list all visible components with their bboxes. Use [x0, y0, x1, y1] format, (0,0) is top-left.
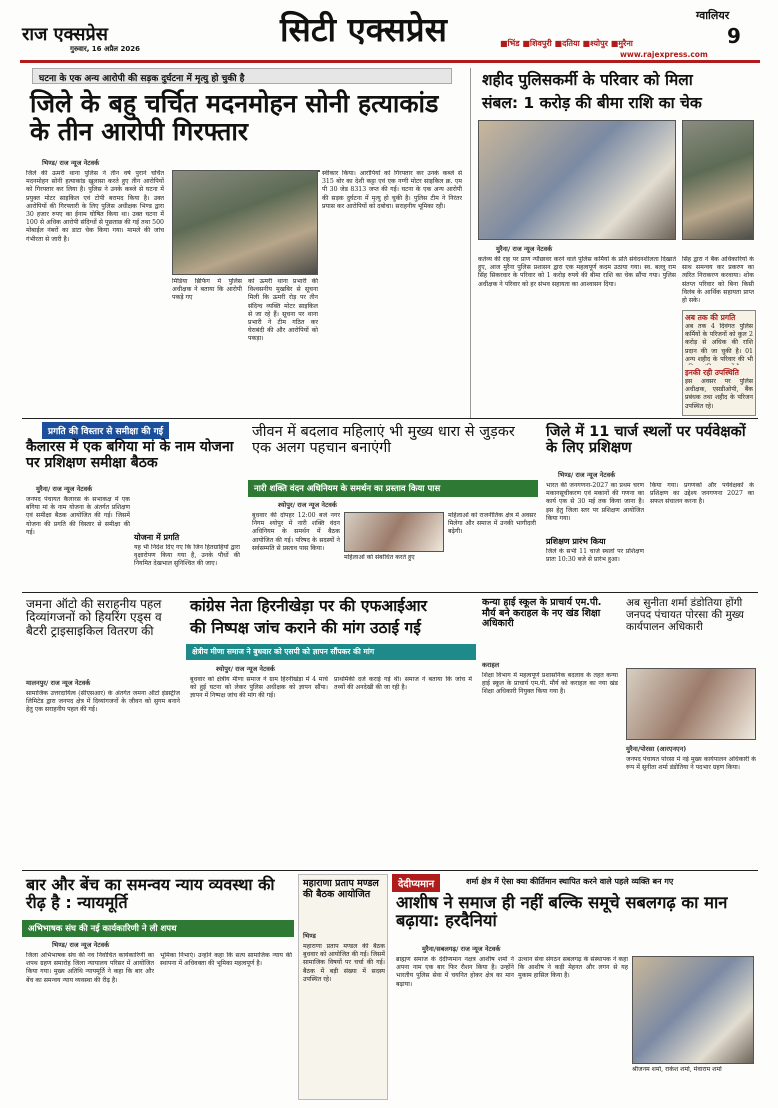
edition-title: सिटी एक्सप्रेस [280, 10, 447, 49]
story-body-col1: जिले की ऊमरी थाना पुलिस ने तीन वर्ष पुराने चर्चित मदनमोहन सोनी हत्याकांड खुलासा करते हुए तीन आरोपियों को गिरफ्तार कर लिया है। पुलिस ने उनके कब्जे से घटना में प्रयुक्त मोटर साइकिल एवं टोपी बरामद किया है। उक्त आरोपियों की गिरफ्तारी के लिए पुलिस अधीक्षक भिण्ड द्वारा 30 हजार रुपए का ईनाम घोषित किया था। उक्त घटना में 100 से अधिक आरोपी संदिग्धों से पूछताछ की गई तथा 500 मोबाईल नंबरों का डाटा चेक किया गया। मामले की जांच गंभीरता से जारी है। [26, 170, 164, 243]
section-divider [22, 418, 758, 419]
kicker-text: घटना के एक अन्य आरोपी की सड़क दुर्घटना में मृत्यु हो चुकी है [39, 74, 245, 84]
officer-portrait-photo [682, 120, 754, 240]
story-census-training [542, 422, 758, 592]
story-byline: भिण्ड/ राज न्यूज नेटवर्क [558, 471, 616, 479]
issue-date: गुरुवार, 16 अप्रैल 2026 [70, 45, 140, 53]
page-number: 9 [727, 24, 741, 48]
photo-caption: श्रीजनम शर्मा, राकेश शर्मा, मेवाराम शर्मा [632, 1066, 722, 1073]
story-headline: महाराणा प्रताप मण्डल की बैठक आयोजित [303, 878, 379, 900]
story-body-right: सिंह द्वारा ने बैंक अधिकारियों के साथ समन्वय कर प्रकरण का त्वरित निराकरण करवाया। शोक संतप्त परिवार को बिना किसी विलंब के आर्थिक सहायता प्राप्त हो सके। [682, 256, 754, 305]
story-headline: कन्या हाई स्कूल के प्राचार्य एम.पी. मौर्य बने कराहल के नए खंड शिक्षा अधिकारी [482, 597, 602, 630]
story-kicker: शर्मा क्षेत्र में ऐसा क्या कीर्तिमान स्थापित करने वाले पहले व्यक्ति बन गए [466, 877, 674, 886]
story-byline: मुरैना/सबलगढ़/ राज न्यूज नेटवर्क [422, 945, 501, 953]
story-headline: जिले के बहु चर्चित मदनमोहन सोनी हत्याकांड के तीन आरोपी गिरफ्तार [30, 89, 439, 146]
info-box [682, 310, 756, 416]
story-body: जनपद पंचायत कैलारस के सभाकक्ष में एक बगिया मां के नाम योजना के अंतर्गत प्रशिक्षण एवं समीक्षा बैठक आयोजित की गई। जिसमें योजना की प्रगति की विस्तार से समीक्षा की गई। [26, 496, 130, 536]
story-byline: कराहल [482, 661, 500, 669]
story-byline: श्योपुर/ राज न्यूज नेटवर्क [278, 501, 337, 509]
story-byline: भिण्ड [303, 932, 316, 940]
story-headline-line2: संबल: 1 करोड़ की बीमा राशि का चेक [482, 94, 702, 112]
story-headline: जिले में 11 चार्ज स्थलों पर पर्यवेक्षकों के लिए प्रशिक्षण [546, 424, 746, 457]
story-body: बुधवार की दोपहर 12:00 बजे नगर निगम श्योपुर में नारी शक्ति वंदन अधिनियम के समर्थन में बैठक आयोजित की गई। परिषद के सदस्यों ने सर्वसम्मति से प्रस्ताव पास किया। [252, 512, 340, 552]
photo-caption: मिडिया ब्रिफिंग में पुलिस अधीक्षक ने बताया कि आरोपी पकड़े गए [172, 278, 242, 302]
story-body-2: उत्थान सेवा संगठन सबलगढ़ के संस्थापक ने कहा कि आशीष ने कड़ी मेहनत और लगन से यह मुकाम हासिल किया है। [518, 956, 628, 980]
story-headline-line2: की निष्पक्ष जांच कराने की मांग उठाई गई [190, 619, 421, 637]
story-soni-murder [22, 68, 467, 393]
story-body-2: भूमिका निभाएं। उन्होंने कहा कि सत्य सामाजिक न्याय की स्थापना में अधिवक्ता की भूमिका महत्वपूर्ण है। [160, 952, 292, 968]
story-body: शिक्षा विभाग में महत्वपूर्ण प्रशासनिक बदलाव के तहत कन्या हाई स्कूल के प्राचार्य एम.पी. मौर्य को कराहल का नया खंड शिक्षा अधिकारी नियुक्त किया गया है। [482, 672, 618, 696]
story-body: जिला अभिभाषक संघ की नव निर्वाचित कार्यकारिणी का शपथ ग्रहण समारोह जिला न्यायालय परिसर में आयोजित किया गया। मुख्य अतिथि न्यायमूर्ति ने कहा कि बार और बेंच का समन्वय न्याय व्यवस्था की रीढ़ है। [26, 952, 154, 984]
ashish-sharma-photo [632, 956, 754, 1064]
story-body-right: किया गया। प्रगणकों और पर्यवेक्षकों के प्रशिक्षण का उद्देश्य जनगणना 2027 का सफल संचालन करना है। [650, 482, 754, 506]
photo-caption: महिलाओं को संबोधित करते हुए [344, 554, 415, 561]
story-headline: कैलारस में एक बगिया मां के नाम योजना पर प्रशिक्षण समीक्षा बैठक [26, 439, 234, 471]
paper-name: राज एक्सप्रेस [22, 24, 108, 45]
city-name: ग्वालियर [696, 9, 730, 22]
story-headline-line1: कांग्रेस नेता हिरनीखेड़ा पर की एफआईआर [190, 597, 427, 615]
story-body-2: यह भी निर्देश दिए गए कि जिन हितग्राहियों द्वारा वृक्षारोपण किया गया है, उनके पौधों की नियमित देखभाल सुनिश्चित की जाए। [134, 544, 240, 568]
arrested-accused-photo [318, 170, 320, 172]
cheque-handover-photo [478, 120, 676, 240]
story-body-2: महिलाओं को राजनीतिक क्षेत्र में अवसर मिलेगा और समाज में उनकी भागीदारी बढ़ेगी। [448, 512, 536, 536]
story-headline: जमना ऑटो की सराहनीय पहल दिव्यांगजनों को हियरिंग एड्स व बैटरी ट्राइसाइकिल वितरण की [26, 597, 162, 638]
story-porsa-ceo [624, 596, 758, 846]
story-tag: देदीप्यमान [392, 874, 440, 892]
story-body: महाराणा प्रताप मण्डल की बैठक बुधवार को आयोजित की गई। जिसमें सामाजिक विषयों पर चर्चा की गई। बैठक में बड़ी संख्या में सदस्य उपस्थित रहे। [303, 943, 385, 983]
story-ashish-sharma [392, 874, 758, 1100]
story-body-col2: स्वीकार किया। आरोपियों को गिरफ्तार कर उनके कब्जे से 315 बोर का देशी कट्टा एवं एक नग्गी मोटर साइकिल क्र. एम पी 30 जेड 8313 जप्त की गई। घटना के एक अन्य आरोपी की सड़क दुर्घटना में मृत्यु हो चुकी है। पुलिस टीम ने निरंतर प्रयास कर आरोपियों को दबोचा। सराहनीय भूमिका रही। [322, 170, 462, 210]
story-byline: श्योपुर/ राज न्यूज नेटवर्क [216, 665, 275, 673]
column-divider [470, 68, 471, 418]
story-body: जनपद पंचायत पोरसा में नई मुख्य कार्यपालन अधिकारी के रूप में सुनीता शर्मा डंडोतिया ने पदभार ग्रहण किया। [626, 756, 756, 772]
story-congress-fir [186, 596, 476, 866]
story-maharana-pratap [298, 874, 388, 1100]
masthead-rule [20, 60, 760, 63]
story-headline: आशीष ने समाज ही नहीं बल्कि समूचे सबलगढ़ का मान बढ़ाया: हरदैनियां [396, 893, 728, 931]
story-headline: अब सुनीता शर्मा डंडोतिया होंगी जनपद पंचायत पोरसा की मुख्य कार्यपालन अधिकारी [626, 597, 745, 633]
story-body-2: प्राथमिकी दर्ज कराई गई थी। समाज ने बताया कि जांच में तथ्यों की अनदेखी की जा रही है। [334, 676, 472, 692]
story-byline: मालनपुर/ राज न्यूज नेटवर्क [26, 679, 91, 687]
section-divider [22, 870, 758, 871]
story-body: सामाजिक उत्तरदायित्व (सीएसआर) के अंतर्गत जमना ऑटो इंडस्ट्रीज लिमिटेड द्वारा जनपद क्षेत्र में दिव्यांगजनों के जीवन को सुगम बनाने हेतु एक सराहनीय पहल की गई। [26, 690, 180, 714]
story-body: ब्राह्मण समाज के देदीप्यमान नक्षत्र आशीष शर्मा ने अपना नाम एक बार फिर रौशन किया है। उन्होंने भारतीय पुलिस सेवा में चयनित होकर क्षेत्र का मान बढ़ाया। [396, 956, 514, 988]
story-subhead: प्रशिक्षण प्रारंभ किया [546, 537, 606, 546]
story-byline: मुरैना/पोरसा (आरएनएन) [626, 745, 687, 753]
box-body-progress: अब तक 4 दिवंगत पुलिस कर्मियों के परिजनों को कुल 2 करोड़ से अधिक की राशि प्रदान की जा चुकी है। 01 अन्य शहीद के परिवार की भी [685, 323, 753, 363]
story-body-2: जिले के सभी 11 चार्ज स्थलों पर प्रशिक्षण प्रातः 10:30 बजे से प्रारंभ हुआ। [546, 548, 644, 564]
story-byline: मुरैना/ राज न्यूज नेटवर्क [496, 245, 553, 253]
box-title-attendance: इनकी रही उपस्थिति [685, 368, 739, 377]
story-kailaras-training [22, 422, 244, 587]
story-body: बुधवार को क्षेत्रीय मीणा समाज ने ग्राम हिरनीखेड़ा में 4 मार्च को हुई घटना को लेकर पुलिस अधीक्षक को ज्ञापन सौंपा। ज्ञापन में निष्पक्ष जांच की मांग की गई। [190, 676, 328, 700]
story-martyr-cheque [476, 68, 758, 418]
district-list: ■भिंड ■शिवपुरी ■दतिया ■श्योपुर ■मुरैना [500, 39, 633, 48]
story-body: कर्तव्य की राह पर प्राण न्यौछावर करने वाले पुलिस कर्मियों के प्रति संवेदनशीलता दिखाते हुए, आज मुरैना पुलिस प्रशासन द्वारा एक महत्वपूर्ण कदम उठाया गया। स्व. बल्लू राम सिंह सिकरवार के परिवार को 1 करोड़ रुपये की बीमा राशि का चेक सौंपा गया। पुलिस अधीक्षक ने परिवार को हर संभव सहायता का आश्वासन दिया। [478, 256, 676, 288]
masthead [0, 0, 778, 62]
story-band: क्षेत्रीय मीणा समाज ने बुधवार को एसपी को ज्ञापन सौंपकर की मांग [186, 644, 476, 660]
story-body: भारत की जनगणना-2027 का प्रथम चरण मकानसूचीकरण एवं मकानों की गणना का कार्य एक से 30 मई तक किया जाना है। इस हेतु जिला स्तर पर प्रशिक्षण आयोजित किया गया। [546, 482, 644, 522]
website[interactable]: www.rajexpress.com [620, 50, 708, 59]
story-beo-appointment [480, 596, 620, 846]
story-subhead: योजना में प्रगति [134, 533, 180, 542]
story-kicker: प्रगति की विस्तार से समीक्षा की गई [42, 422, 169, 439]
story-headline-line1: शहीद पुलिसकर्मी के परिवार को मिला [482, 71, 693, 89]
story-headline: जीवन में बदलाव महिलाएं भी मुख्य धारा से जुड़कर एक अलग पहचान बनाएंगी [252, 424, 515, 457]
story-band: अभिभाषक संघ की नई कार्यकारिणी ने ली शपथ [22, 920, 294, 937]
story-kicker [32, 68, 452, 84]
story-jamna-auto [22, 596, 182, 866]
story-byline: भिण्ड/ राज न्यूज नेटवर्क [52, 941, 110, 949]
story-byline: भिण्ड/ राज न्यूज नेटवर्क [42, 159, 100, 167]
story-byline: मुरैना/ राज न्यूज नेटवर्क [36, 485, 93, 493]
women-meeting-photo [344, 512, 444, 552]
police-team-photo [172, 170, 318, 275]
box-title-progress: अब तक की प्रगति [685, 313, 736, 322]
ceo-portrait-photo [626, 668, 756, 740]
box-body-attendance: इस अवसर पर पुलिस अधीक्षक, एसडीओपी, बैंक प्रबंधक तथा शहीद के परिजन उपस्थित रहे। [685, 378, 753, 410]
story-band: नारी शक्ति वंदन अधिनियम के समर्थन का प्रस्ताव किया पास [248, 480, 538, 497]
story-headline: बार और बेंच का समन्वय न्याय व्यवस्था की रीढ़ है : न्यायमूर्ति [26, 875, 275, 912]
story-bar-bench [22, 874, 294, 1100]
story-body-col3: को ऊमरी थाना प्रभारी की विश्वसनीय मुखबिर से सूचना मिली कि ऊमरी रोड़ पर तीन संदिग्ध व्यक्ति मोटर साइकिल से जा रहे हैं। सूचना पर थाना प्रभारी ने टीम गठित कर घेराबंदी की और आरोपियों को पकड़ा। [248, 278, 318, 343]
story-nari-shakti [248, 422, 538, 587]
section-divider [22, 592, 758, 593]
